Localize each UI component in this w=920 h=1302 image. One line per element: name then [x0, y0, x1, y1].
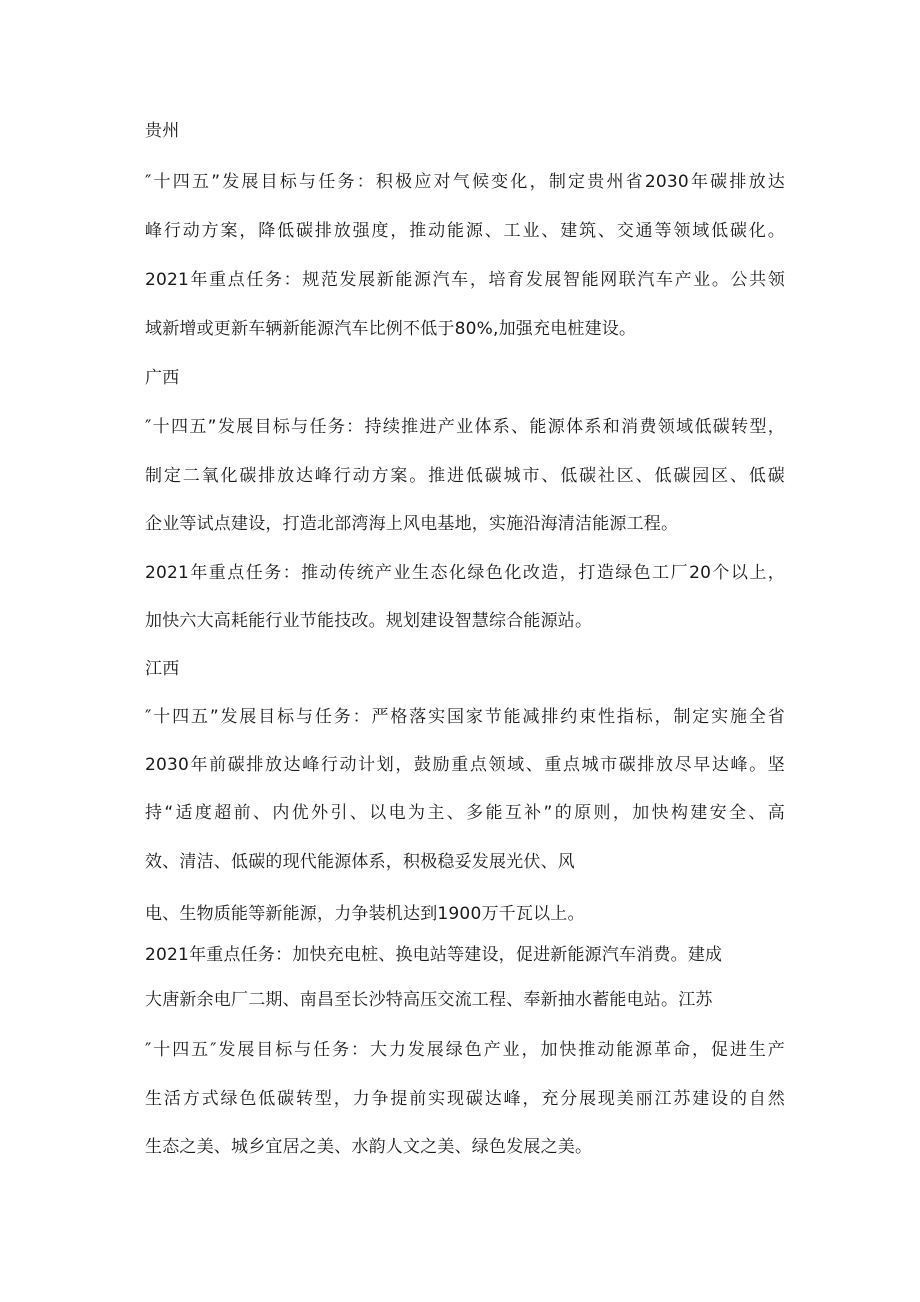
paragraph-line: 2021年重点任务：加快充电桩、换电站等建设，促进新能源汽车消费。建成 — [145, 945, 723, 965]
paragraph-line: 电、生物质能等新能源，力争装机达到1900万千瓦以上。 — [145, 904, 585, 924]
section-heading-guangxi: 广西 — [145, 368, 180, 388]
paragraph-line: ″十四五”发展目标与任务：持续推进产业体系、能源体系和消费领域低碳转型， — [145, 417, 785, 437]
paragraph-line: 企业等试点建设，打造北部湾海上风电基地，实施沿海清洁能源工程。 — [145, 514, 679, 534]
paragraph-line: 大唐新余电厂二期、南昌至长沙特高压交流工程、奉新抽水蓄能电站。江苏 — [145, 990, 713, 1010]
section-heading-jiangxi: 江西 — [145, 659, 180, 679]
section-heading-guizhou: 贵州 — [145, 121, 180, 141]
paragraph-line: 2021年重点任务：规范发展新能源汽车，培育发展智能网联汽车产业。公共领 — [145, 270, 785, 290]
paragraph-line: 制定二氧化碳排放达峰行动方案。推进低碳城市、低碳社区、低碳园区、低碳 — [145, 466, 785, 486]
paragraph-line: 2030年前碳排放达峰行动计划，鼓励重点领域、重点城市碳排放尽早达峰。坚 — [145, 755, 785, 775]
paragraph-line: 峰行动方案，降低碳排放强度，推动能源、工业、建筑、交通等领域低碳化。 — [145, 221, 785, 241]
paragraph-line: 效、清洁、低碳的现代能源体系，积极稳妥发展光伏、风 — [145, 852, 575, 872]
paragraph-line: 加快六大高耗能行业节能技改。规划建设智慧综合能源站。 — [145, 611, 593, 631]
paragraph-line: ″十四五”发展目标与任务：积极应对气候变化，制定贵州省2030年碳排放达 — [145, 172, 785, 192]
paragraph-line: 生态之美、城乡宜居之美、水韵人文之美、绿色发展之美。 — [145, 1137, 593, 1157]
paragraph-line: ″十四五”发展目标与任务：严格落实国家节能减排约束性指标，制定实施全省 — [145, 707, 785, 727]
paragraph-line: 生活方式绿色低碳转型，力争提前实现碳达峰，充分展现美丽江苏建设的自然 — [145, 1089, 785, 1109]
paragraph-line: 2021年重点任务：推动传统产业生态化绿色化改造，打造绿色工厂20个以上， — [145, 563, 785, 583]
paragraph-line: 域新增或更新车辆新能源汽车比例不低于80%,加强充电桩建设。 — [145, 319, 637, 339]
paragraph-line: 持“适度超前、内优外引、以电为主、多能互补”的原则，加快构建安全、高 — [145, 803, 785, 823]
paragraph-line: ″十四五″发展目标与任务：大力发展绿色产业，加快推动能源革命，促进生产 — [145, 1040, 785, 1060]
